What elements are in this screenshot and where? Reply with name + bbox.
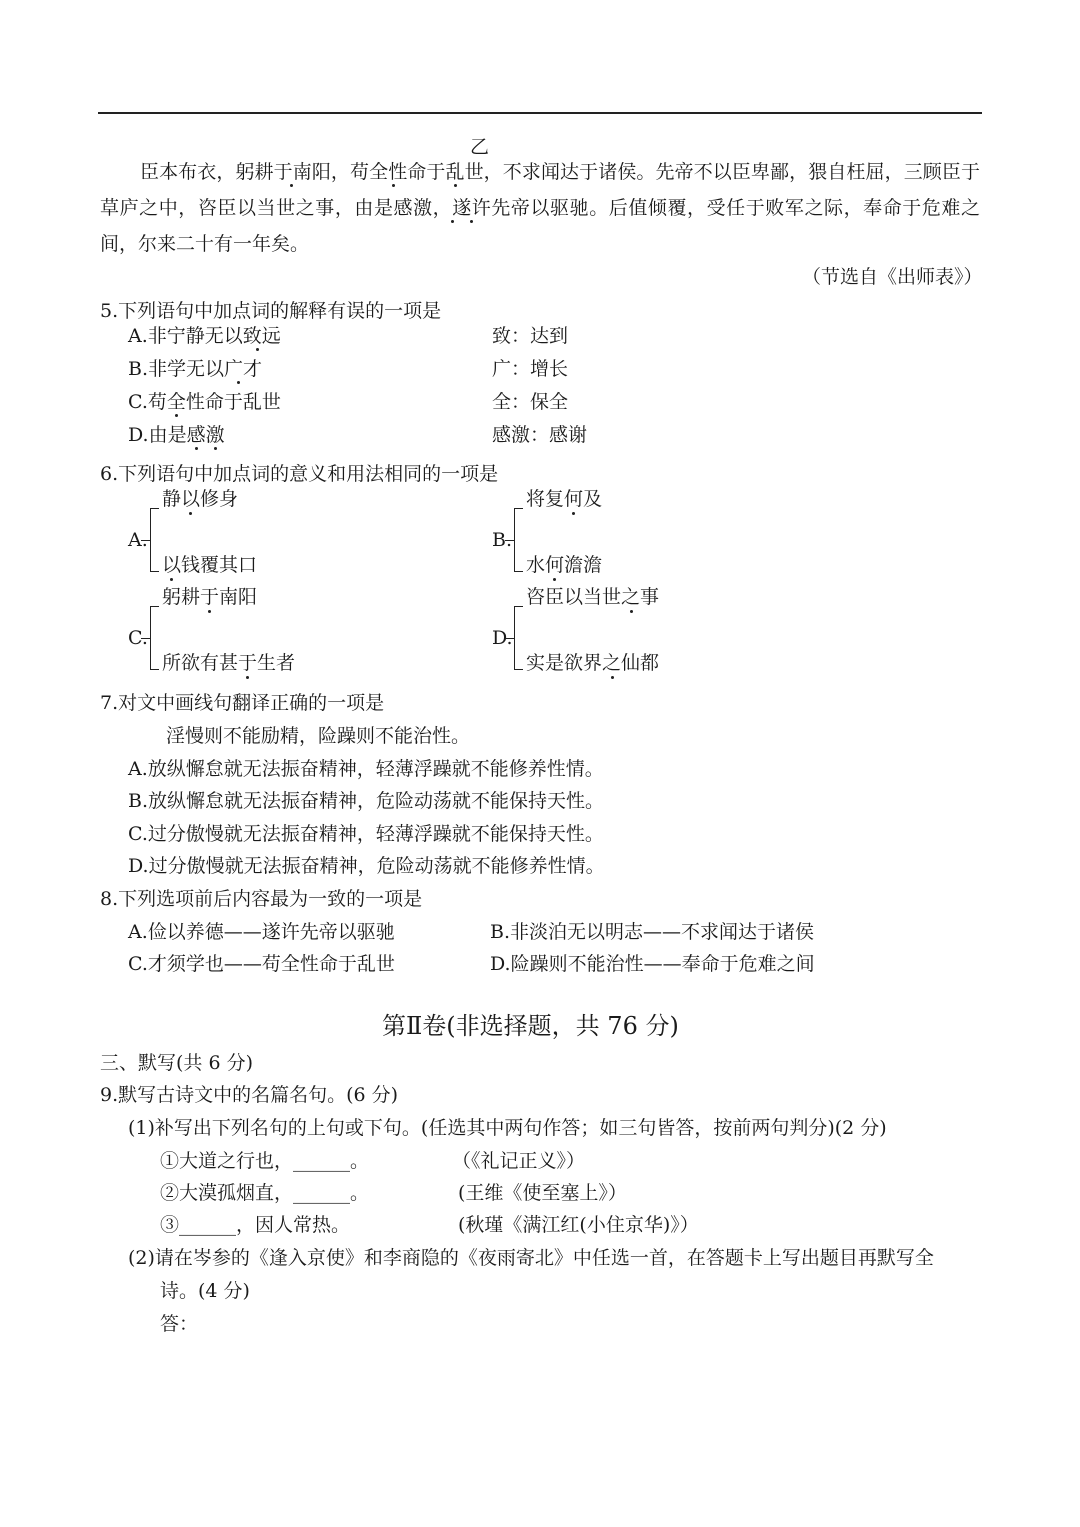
q6-b-brace-tip: [505, 540, 515, 541]
q7-quote: 淫慢则不能励精，险躁则不能治性。: [166, 725, 471, 747]
q6-a-bottom: 以钱覆其口: [162, 554, 258, 576]
q5-gloss-a: 致：达到: [492, 325, 569, 347]
emphasis-dot: [208, 610, 211, 613]
q7-stem: 7.对文中画线句翻译正确的一项是: [100, 692, 385, 714]
q9-line-1-source: （《礼记正义》）: [452, 1150, 586, 1172]
q8-stem: 8.下列选项前后内容最为一致的一项是: [100, 888, 423, 910]
passage-text: 臣本布衣，躬耕于南阳，苟全性命于乱世，不求闻达于诸侯。先帝不以臣卑鄙，猥自枉屈，三顾臣于草庐之中，咨臣以当世之事，由是感激，遂许先帝以驱驰。后值倾覆，受任于败军之际，奉命于危难之间，尔来二十有一年矣。: [100, 161, 980, 255]
q9-sub2-line1: (2)请在岑参的《逢入京使》和李商隐的《夜雨寄北》中任选一首，在答题卡上写出题目再默写全: [128, 1247, 934, 1269]
q8-option-a: A.俭以养德——遂许先帝以驱驰: [128, 921, 395, 943]
emphasis-dot: [572, 512, 575, 515]
q6-c-brace: [150, 606, 161, 670]
q5-option-d: D.由是感激: [128, 424, 225, 446]
q6-d-bottom: 实是欲界之仙都: [526, 652, 660, 674]
q8-option-c: C.才须学也——苟全性命于乱世: [128, 953, 395, 975]
q6-c-label: C.: [128, 627, 148, 649]
emphasis-dot: [553, 578, 556, 581]
emphasis-dot: [630, 610, 633, 613]
q6-c-top: 躬耕于南阳: [162, 586, 258, 608]
emphasis-dot: [611, 676, 614, 679]
passage-source: （节选自《出师表》）: [802, 266, 983, 288]
q5-gloss-c: 全：保全: [492, 391, 569, 413]
q7-option-b: B.放纵懈怠就无法振奋精神，危险动荡就不能保持天性。: [128, 790, 605, 812]
q9-sub2-line2: 诗。(4 分): [160, 1280, 250, 1302]
q6-c-brace-tip: [141, 638, 151, 639]
q5-stem: 5.下列语句中加点词的解释有误的一项是: [100, 300, 442, 322]
emphasis-dot: [392, 184, 395, 187]
emphasis-dot: [470, 220, 473, 223]
header-rule: [98, 112, 982, 114]
q6-a-brace: [150, 508, 161, 572]
q7-option-d: D.过分傲慢就无法振奋精神，危险动荡就不能修养性情。: [128, 855, 605, 877]
q9-sub1: (1)补写出下列名句的上句或下句。(任选其中两句作答；如三句皆答，按前两句判分)(2 分): [128, 1117, 887, 1139]
q5-option-c: C.苟全性命于乱世: [128, 391, 281, 413]
q6-a-brace-tip: [141, 540, 151, 541]
q5-option-a: A.非宁静无以致远: [128, 325, 281, 347]
q6-stem: 6.下列语句中加点词的意义和用法相同的一项是: [100, 463, 499, 485]
q6-d-brace: [514, 606, 525, 670]
q5-option-b: B.非学无以广才: [128, 358, 263, 380]
q9-line-1: ①大道之行也，______。: [160, 1150, 370, 1172]
q6-c-bottom: 所欲有甚于生者: [162, 652, 296, 674]
q5-gloss-d: 感激：感谢: [492, 424, 588, 446]
answer-label: 答：: [160, 1313, 199, 1335]
q7-option-c: C.过分傲慢就无法振奋精神，轻薄浮躁就不能保持天性。: [128, 823, 604, 845]
emphasis-dot: [237, 381, 240, 384]
section3-heading: 三、默写(共 6 分): [100, 1052, 253, 1074]
q6-b-brace: [514, 508, 525, 572]
q6-a-top: 静以修身: [162, 488, 239, 510]
q9-line-3-source: (秋瑾《满江红(小住京华)》）: [458, 1214, 699, 1236]
q6-b-bottom: 水何澹澹: [526, 554, 603, 576]
emphasis-dot: [214, 447, 217, 450]
q6-a-label: A.: [128, 529, 148, 551]
passage-label: 乙: [470, 136, 490, 158]
q9-line-2-source: (王维《使至塞上》）: [458, 1182, 627, 1204]
q9-line-2: ②大漠孤烟直，______。: [160, 1182, 370, 1204]
emphasis-dot: [290, 184, 293, 187]
emphasis-dot: [246, 676, 249, 679]
emphasis-dot: [189, 512, 192, 515]
q6-d-top: 咨臣以当世之事: [526, 586, 660, 608]
q5-gloss-b: 广：增长: [492, 358, 569, 380]
q7-option-a: A.放纵懈怠就无法振奋精神，轻薄浮躁就不能修养性情。: [128, 758, 604, 780]
emphasis-dot: [451, 220, 454, 223]
q8-option-b: B.非淡泊无以明志——不求闻达于诸侯: [490, 921, 815, 943]
part2-title: 第Ⅱ卷(非选择题，共 76 分): [382, 1012, 679, 1040]
q9-stem: 9.默写古诗文中的名篇名句。(6 分): [100, 1084, 399, 1106]
q6-b-top: 将复何及: [526, 488, 603, 510]
q6-d-label: D.: [492, 627, 513, 649]
q6-d-brace-tip: [505, 638, 515, 639]
emphasis-dot: [454, 184, 457, 187]
emphasis-dot: [256, 348, 259, 351]
q9-line-3: ③______，因人常热。: [160, 1214, 351, 1236]
emphasis-dot: [175, 414, 178, 417]
q8-option-d: D.险躁则不能治性——奉命于危难之间: [490, 953, 815, 975]
emphasis-dot: [195, 447, 198, 450]
emphasis-dot: [170, 578, 173, 581]
q6-b-label: B.: [492, 529, 513, 551]
